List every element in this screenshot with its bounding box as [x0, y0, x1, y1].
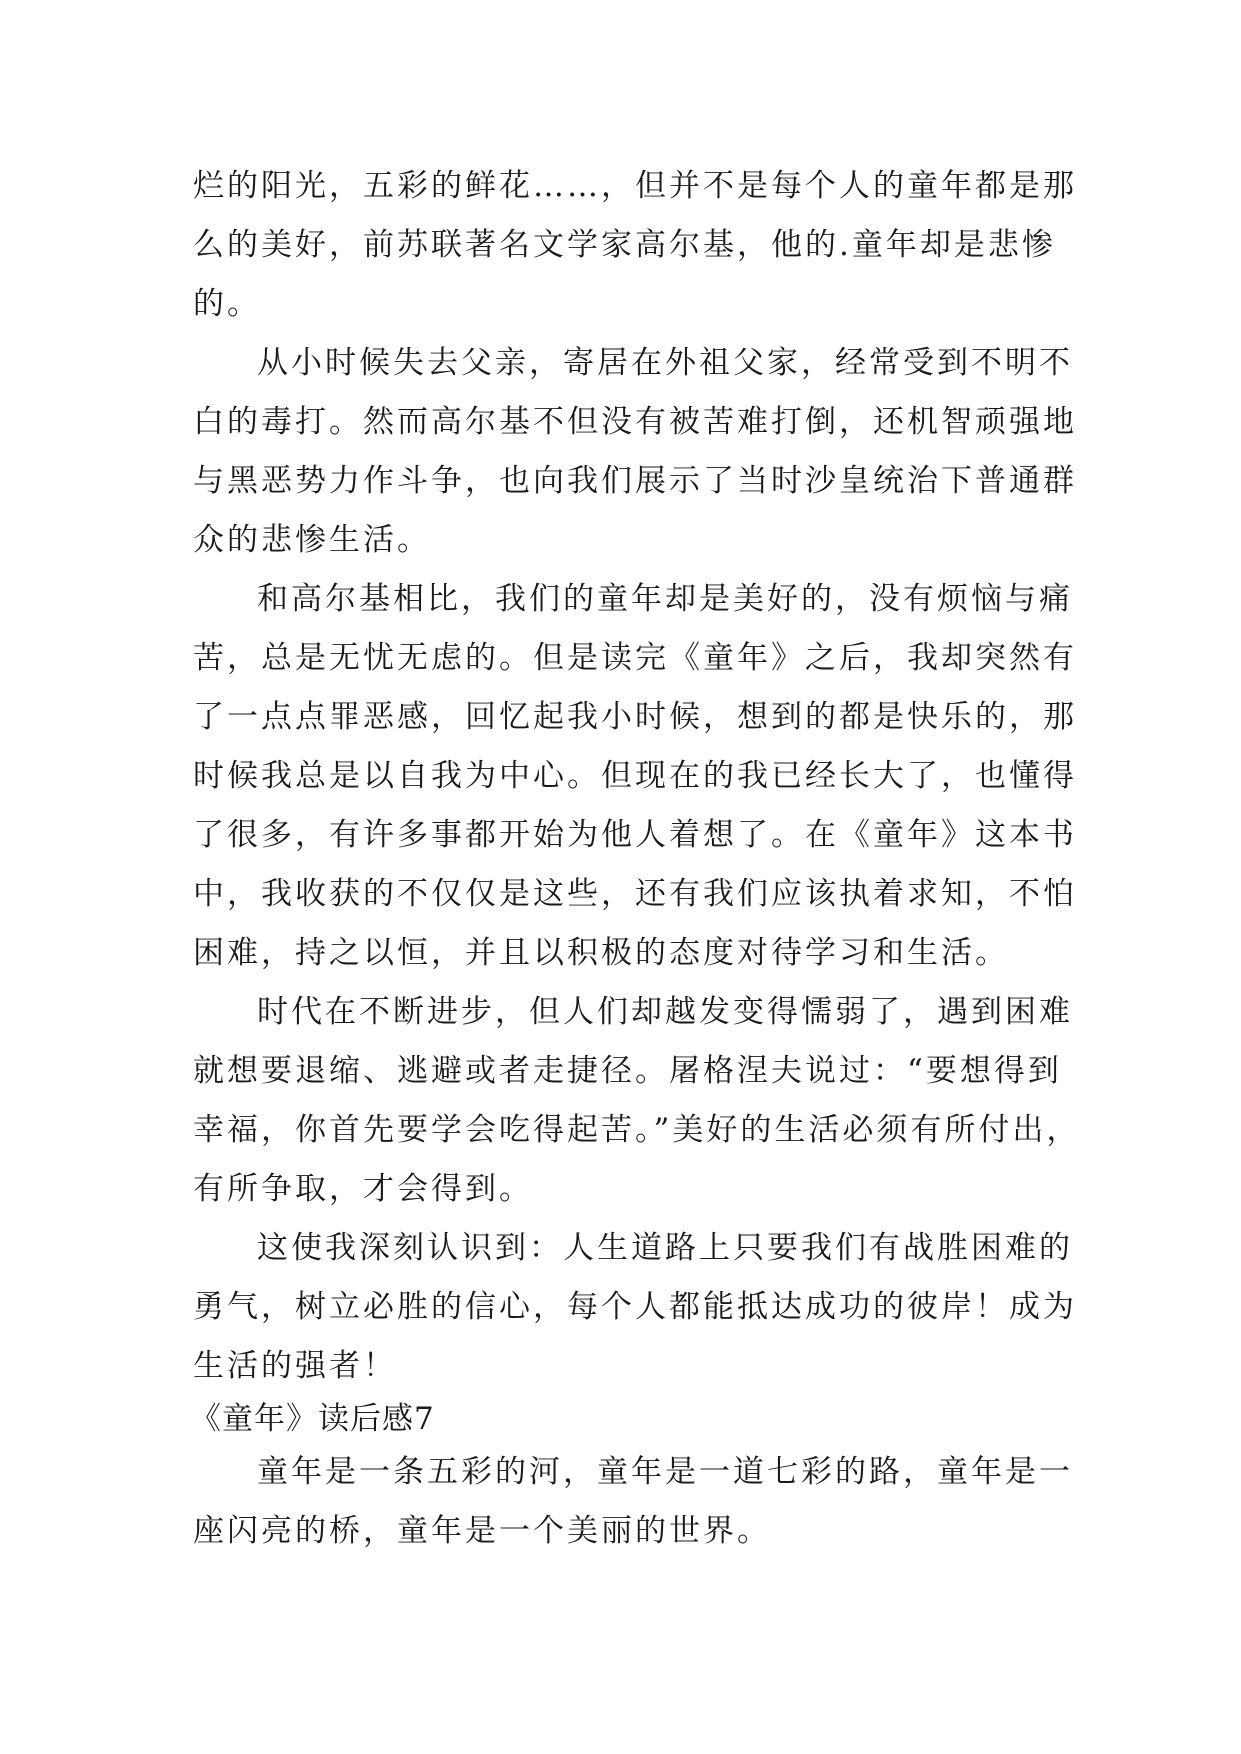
text-line: 勇气，树立必胜的信心，每个人都能抵达成功的彼岸！成为: [193, 1289, 1077, 1325]
text-line: 与黑恶势力作斗争，也向我们展示了当时沙皇统治下普通群: [193, 463, 1077, 499]
text-line: 困难，持之以恒，并且以积极的态度对待学习和生活。: [193, 935, 1009, 971]
text-line: 白的毒打。然而高尔基不但没有被苦难打倒，还机智顽强地: [193, 404, 1077, 440]
text-line: 苦，总是无忧无虑的。但是读完《童年》之后，我却突然有: [193, 640, 1077, 676]
text-line: 众的悲惨生活。: [193, 522, 431, 558]
paragraph-first-line: 童年是一条五彩的河，童年是一道七彩的路，童年是一: [257, 1454, 1073, 1490]
paragraph-first-line: 时代在不断进步，但人们却越发变得懦弱了，遇到困难: [257, 994, 1073, 1030]
text-line: 有所争取，才会得到。: [193, 1171, 533, 1207]
text-line: 生活的强者！: [193, 1348, 397, 1384]
paragraph-first-line: 这使我深刻认识到：人生道路上只要我们有战胜困难的: [257, 1230, 1073, 1266]
text-line: 中，我收获的不仅仅是这些，还有我们应该执着求知，不怕: [193, 876, 1077, 912]
text-line: 了一点点罪恶感，回忆起我小时候，想到的都是快乐的，那: [193, 699, 1077, 735]
text-line: 时候我总是以自我为中心。但现在的我已经长大了，也懂得: [193, 758, 1077, 794]
paragraph-first-line: 和高尔基相比，我们的童年却是美好的，没有烦恼与痛: [257, 581, 1073, 617]
text-line: 么的美好，前苏联著名文学家高尔基，他的.童年却是悲惨: [193, 227, 1056, 263]
text-line: 座闪亮的桥，童年是一个美丽的世界。: [193, 1513, 771, 1549]
text-line: 的。: [193, 286, 261, 322]
text-line: 就想要退缩、逃避或者走捷径。屠格涅夫说过：“要想得到: [193, 1053, 1062, 1089]
text-line: 了很多，有许多事都开始为他人着想了。在《童年》这本书: [193, 817, 1077, 853]
paragraph-first-line: 从小时候失去父亲，寄居在外祖父家，经常受到不明不: [257, 345, 1073, 381]
section-heading: 《童年》读后感7: [190, 1401, 435, 1437]
text-line: 幸福，你首先要学会吃得起苦。”美好的生活必须有所付出，: [193, 1112, 1081, 1148]
text-line: 烂的阳光，五彩的鲜花……，但并不是每个人的童年都是那: [193, 168, 1077, 204]
